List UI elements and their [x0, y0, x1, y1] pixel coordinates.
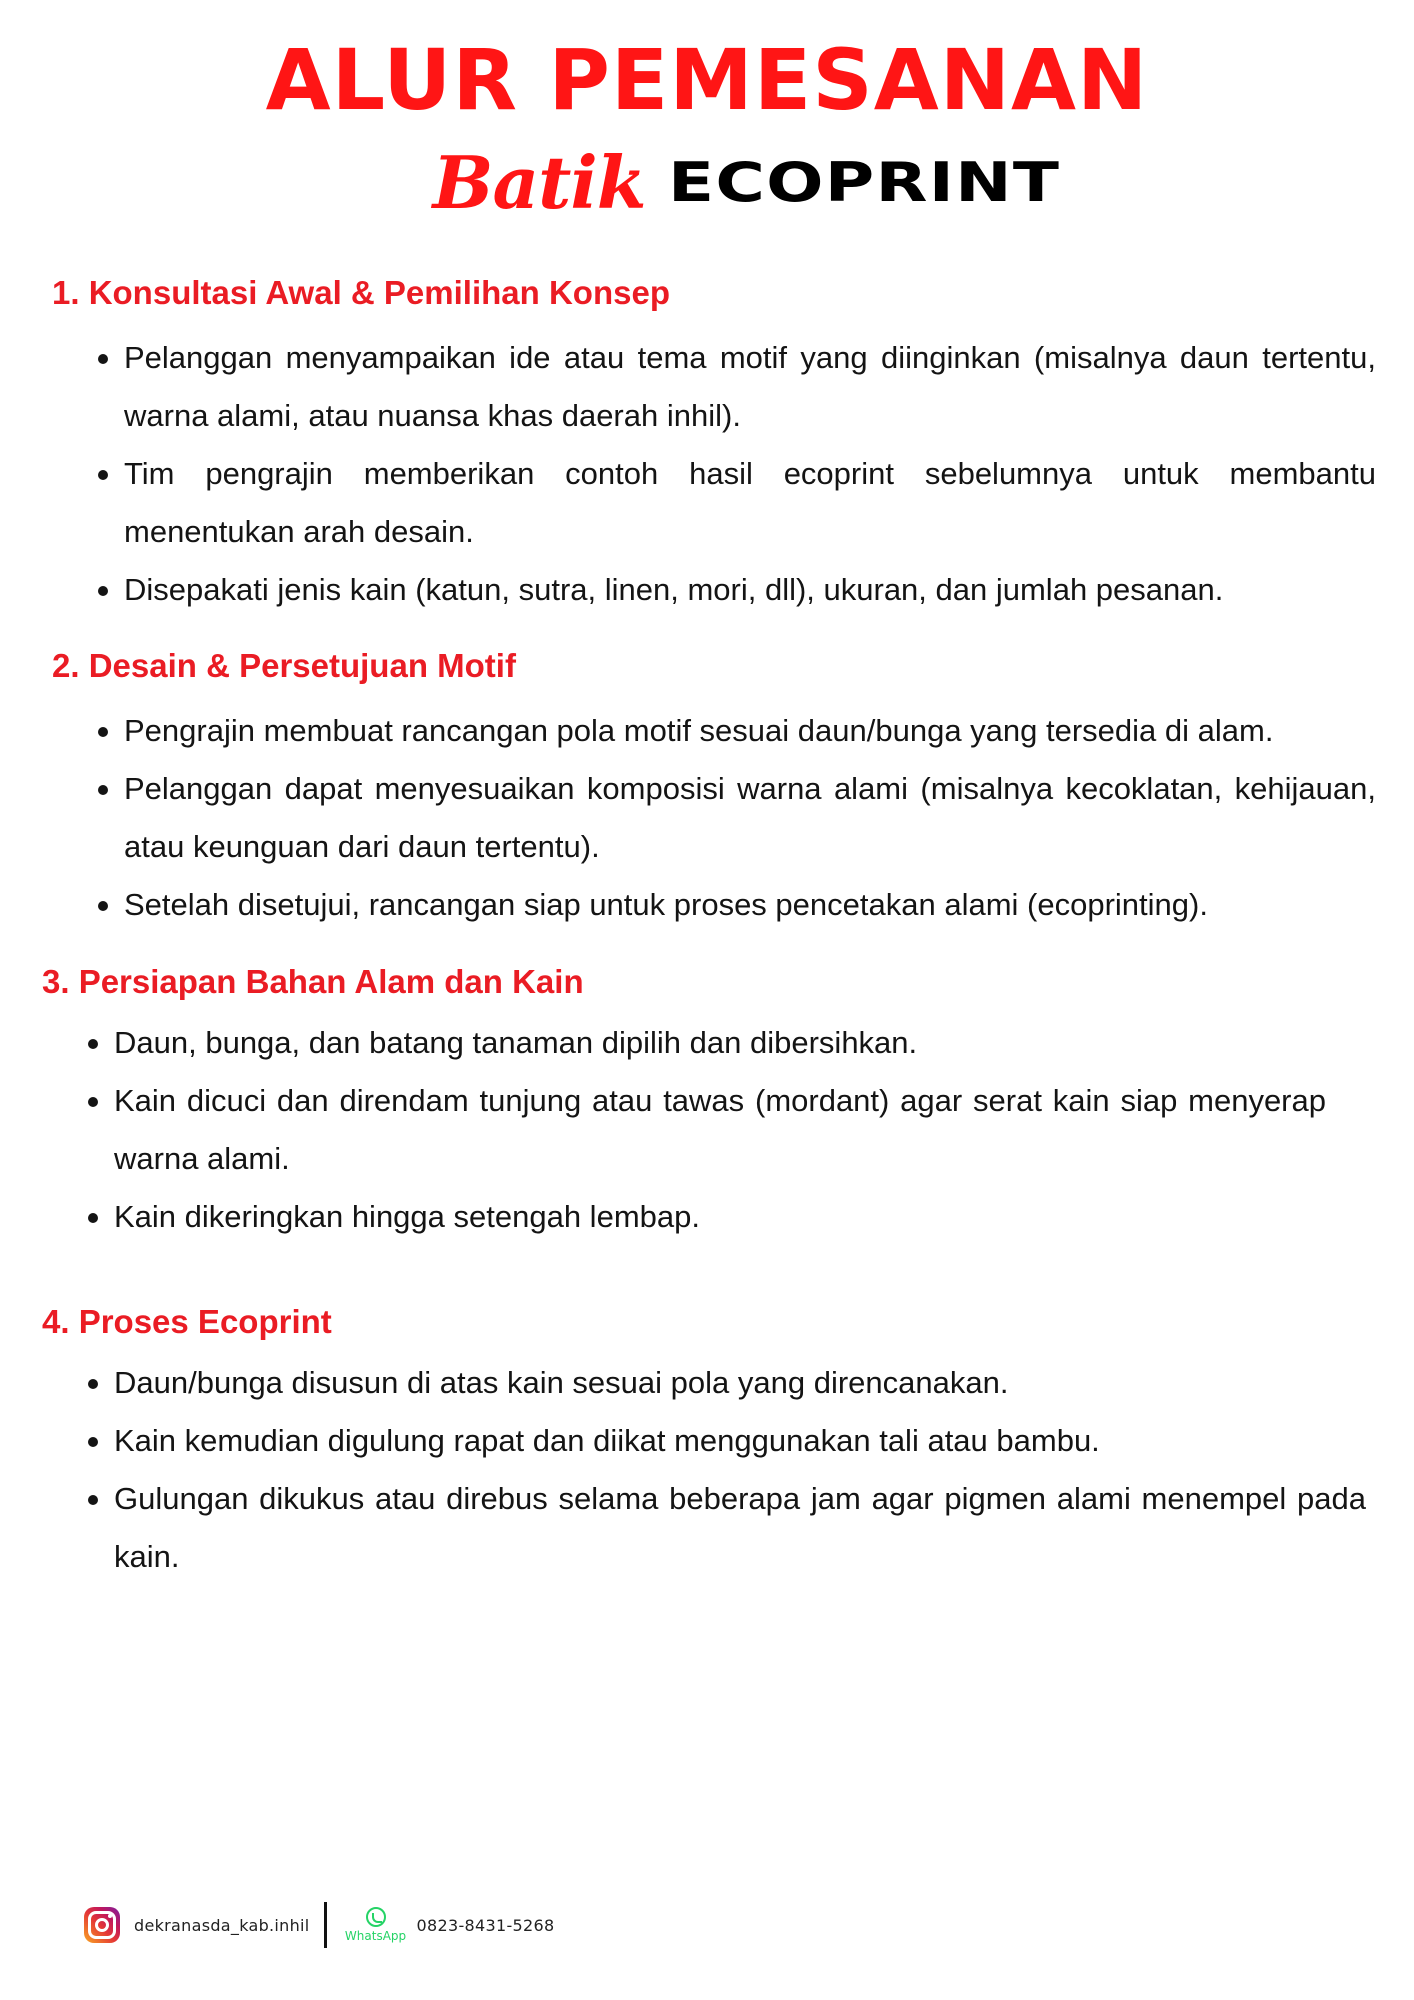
section-heading: 3. Persiapan Bahan Alam dan Kain	[42, 963, 584, 1000]
list-item	[124, 329, 1376, 445]
whatsapp-icon	[366, 1907, 386, 1927]
list-item	[114, 1412, 1366, 1470]
bullet-icon	[88, 1379, 98, 1389]
footer-contact	[84, 1900, 554, 1950]
page-title: ALUR PEMESANAN	[265, 31, 1149, 129]
list-item	[114, 1014, 1326, 1072]
list-item	[124, 445, 1376, 561]
section-heading: 4. Proses Ecoprint	[42, 1303, 332, 1340]
list-item-text: Daun, bunga, dan batang tanaman dipilih dan dibersihkan.	[114, 1025, 918, 1060]
bullet-icon	[98, 727, 108, 737]
list-item	[114, 1188, 1326, 1246]
list-item-text: Disepakati jenis kain (katun, sutra, linen, mori, dll), ukuran, dan jumlah pesanan.	[124, 572, 1224, 607]
list-item	[114, 1470, 1366, 1586]
section-proses	[42, 1302, 1366, 1586]
list-item	[114, 1072, 1326, 1188]
bullet-icon	[98, 586, 108, 596]
list-item-text: Gulungan dikukus atau direbus selama beberapa jam agar pigmen alami menempel pada kain.	[114, 1481, 1366, 1574]
list-item-text: Kain kemudian digulung rapat dan diikat menggunakan tali atau bambu.	[114, 1423, 1100, 1458]
bullet-icon	[88, 1495, 98, 1505]
section-desain	[52, 646, 1376, 934]
list-item-text: Kain dikeringkan hingga setengah lembap.	[114, 1199, 700, 1234]
whatsapp-phone[interactable]: 0823-8431-5268	[416, 1915, 555, 1935]
list-item-text: Setelah disetujui, rancangan siap untuk proses pencetakan alami (ecoprinting).	[124, 887, 1208, 922]
whatsapp-label: WhatsApp	[344, 1929, 407, 1943]
bullet-icon	[98, 354, 108, 364]
list-item-text: Pengrajin membuat rancangan pola motif sesuai daun/bunga yang tersedia di alam.	[124, 713, 1274, 748]
whatsapp-badge	[341, 1907, 411, 1943]
list-item	[124, 561, 1376, 619]
section-heading: 1. Konsultasi Awal & Pemilihan Konsep	[52, 274, 670, 311]
section-konsultasi	[52, 273, 1376, 619]
section-persiapan	[42, 962, 1326, 1246]
bullet-icon	[88, 1437, 98, 1447]
instagram-handle[interactable]: dekranasda_kab.inhil	[134, 1915, 310, 1935]
list-item	[124, 760, 1376, 876]
bullet-icon	[98, 470, 108, 480]
list-item-text: Pelanggan dapat menyesuaikan komposisi warna alami (misalnya kecoklatan, kehijauan, atau keunguan dari daun tertentu).	[124, 771, 1376, 864]
list-item	[114, 1354, 1366, 1412]
bullet-icon	[98, 901, 108, 911]
list-item-text: Tim pengrajin memberikan contoh hasil ecoprint sebelumnya untuk membantu menentukan arah desain.	[124, 456, 1376, 549]
section-heading: 2. Desain & Persetujuan Motif	[52, 647, 516, 684]
instagram-icon	[84, 1907, 120, 1943]
footer-divider	[324, 1902, 327, 1948]
bullet-list	[124, 329, 1376, 619]
list-item	[124, 876, 1376, 934]
bullet-list	[114, 1014, 1326, 1246]
list-item-text: Daun/bunga disusun di atas kain sesuai pola yang direncanakan.	[114, 1365, 1009, 1400]
bullet-icon	[88, 1097, 98, 1107]
bullet-icon	[88, 1213, 98, 1223]
list-item-text: Pelanggan menyampaikan ide atau tema motif yang diinginkan (misalnya daun tertentu, warna alami, atau nuansa khas daerah inhil).	[124, 340, 1376, 433]
page-subtitle	[0, 138, 1414, 228]
list-item-text: Kain dicuci dan direndam tunjung atau tawas (mordant) agar serat kain siap menyerap warna alami.	[114, 1083, 1326, 1176]
subtitle-batik: Batik	[432, 140, 646, 225]
bullet-icon	[98, 785, 108, 795]
subtitle-ecoprint: ECOPRINT	[667, 151, 1060, 214]
bullet-icon	[88, 1039, 98, 1049]
bullet-list	[114, 1354, 1366, 1586]
bullet-list	[124, 702, 1376, 934]
list-item	[124, 702, 1376, 760]
